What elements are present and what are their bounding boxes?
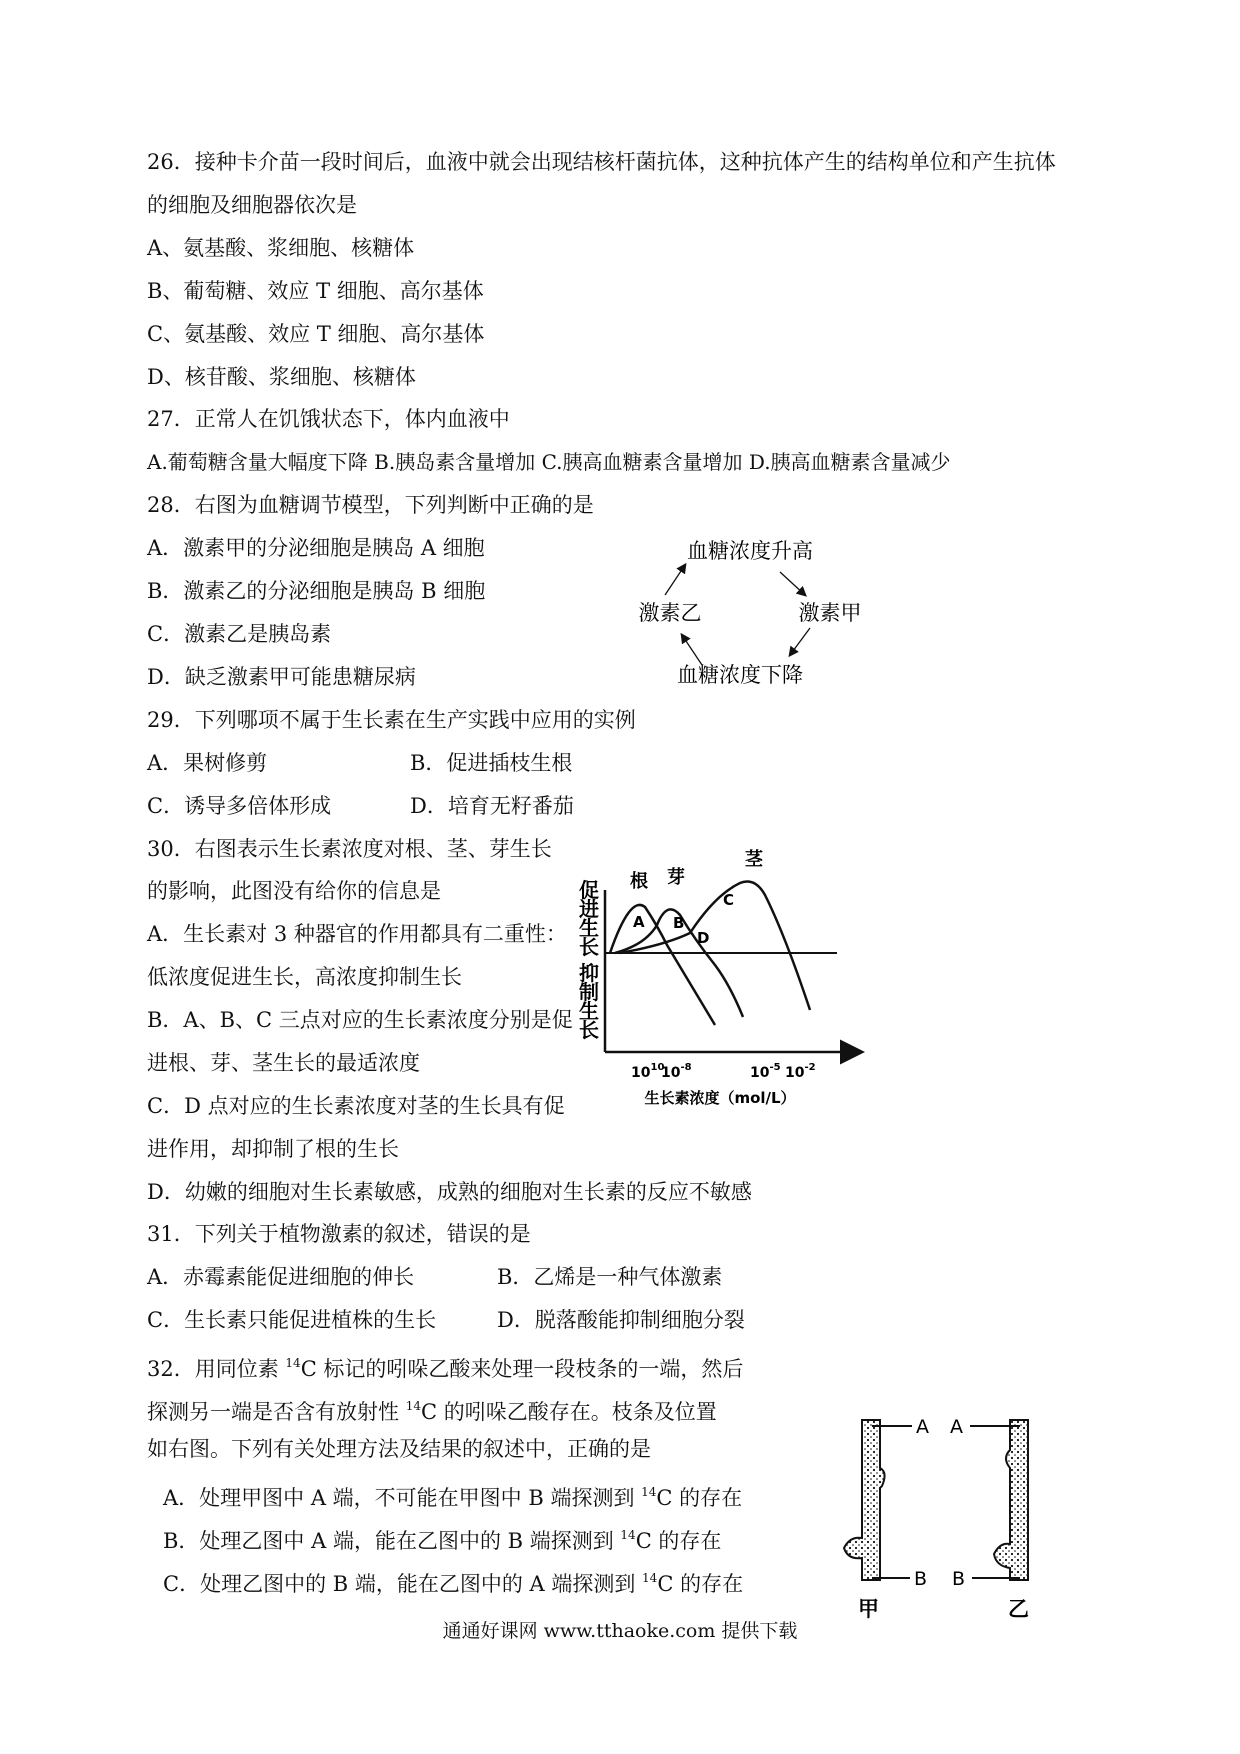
chart-x-label: 生长素浓度（mol/L） [644, 1089, 796, 1107]
q31-option-c: C．生长素只能促进植株的生长 [147, 1308, 437, 1332]
q26-option-c: C、氨基酸、效应 T 细胞、高尔基体 [147, 322, 485, 346]
y-bottom-vertical [579, 961, 599, 1042]
q29-option-a: A．果树修剪 [147, 751, 268, 775]
q30-option-c-line1: C．D 点对应的生长素浓度对茎的生长具有促 [147, 1094, 565, 1118]
arrow-left-to-top [665, 565, 685, 595]
q28-stem: 28．右图为血糖调节模型，下列判断中正确的是 [147, 493, 594, 517]
point-d-label: D [697, 929, 710, 947]
y-top-char: 促 [579, 878, 599, 902]
q32-option-c: C．处理乙图中的 B 端，能在乙图中的 A 端探测到 $^{14}$C 的存在 [163, 1571, 744, 1596]
q26-option-b: B、葡萄糖、效应 T 细胞、高尔基体 [147, 279, 484, 303]
q32-stem-line2: 探测另一端是否含有放射性 $^{14}$C 的吲哚乙酸存在。枝条及位置 [147, 1399, 717, 1424]
y-bottom-char: 生 [579, 999, 599, 1023]
y-top-char: 生 [579, 916, 599, 940]
q32-stem-line1: 32．用同位素 $^{14}$C 标记的吲哚乙酸来处理一段枝条的一端，然后 [147, 1356, 744, 1381]
point-a-label: A [633, 913, 645, 931]
x-tick-4: $10^{-2}$ [785, 1062, 816, 1081]
q26-option-d: D、核苷酸、浆细胞、核糖体 [147, 365, 416, 389]
q30-stem-line1: 30．右图表示生长素浓度对根、茎、芽生长 [147, 837, 552, 861]
jia-b-label: B [914, 1568, 928, 1590]
q30-option-c-line2: 进作用，却抑制了根的生长 [147, 1137, 399, 1161]
x-tick-2: $10^{-8}$ [661, 1062, 692, 1081]
arrow-right-to-bottom [790, 628, 810, 655]
yi-name-label: 乙 [1008, 1597, 1029, 1621]
q32-option-b: B．处理乙图中 A 端，能在乙图中的 B 端探测到 $^{14}$C 的存在 [163, 1528, 722, 1553]
q27-stem: 27．正常人在饥饿状态下，体内血液中 [147, 407, 510, 431]
point-c-label: C [723, 891, 735, 909]
q32-option-a: A．处理甲图中 A 端，不可能在甲图中 B 端探测到 $^{14}$C 的存在 [163, 1485, 743, 1510]
point-b-label: B [673, 914, 685, 932]
q28-option-a: A．激素甲的分泌细胞是胰岛 A 细胞 [147, 536, 485, 560]
diagram-top-label: 血糖浓度升高 [687, 539, 813, 563]
x-tick-1: $10^{10}$ [631, 1062, 665, 1081]
q29-stem: 29．下列哪项不属于生长素在生产实践中应用的实例 [147, 708, 636, 732]
q30-option-d: D．幼嫩的细胞对生长素敏感，成熟的细胞对生长素的反应不敏感 [147, 1180, 752, 1204]
q31-option-b: B．乙烯是一种气体激素 [497, 1265, 723, 1289]
curve-bud-label: 芽 [667, 867, 685, 888]
root-curve [610, 905, 715, 1025]
y-bottom-char: 制 [579, 980, 599, 1004]
q32-stem-line3: 如右图。下列有关处理方法及结果的叙述中，正确的是 [147, 1437, 651, 1461]
y-bottom-char: 长 [579, 1018, 599, 1042]
q29-option-d: D．培育无籽番茄 [410, 794, 574, 818]
y-top-vertical [579, 878, 599, 959]
diagram-bottom-label: 血糖浓度下降 [677, 663, 803, 687]
yi-b-label: B [952, 1568, 966, 1590]
q31-stem: 31．下列关于植物激素的叙述，错误的是 [147, 1222, 531, 1246]
q26-stem-line2: 的细胞及细胞器依次是 [147, 193, 357, 217]
q28-option-d: D．缺乏激素甲可能患糖尿病 [147, 665, 416, 689]
jia-a-label: A [916, 1416, 929, 1438]
arrow-bottom-to-left [682, 635, 702, 665]
q30-stem-line2: 的影响，此图没有给你的信息是 [147, 879, 441, 903]
q31-option-d: D．脱落酸能抑制细胞分裂 [497, 1308, 745, 1332]
q28-option-b: B．激素乙的分泌细胞是胰岛 B 细胞 [147, 579, 486, 603]
q30-option-b-line2: 进根、芽、茎生长的最适浓度 [147, 1051, 420, 1075]
auxin-response-chart [575, 845, 875, 1110]
stem-curve [620, 882, 810, 1011]
diagram-right-label: 激素甲 [798, 601, 862, 625]
q31-option-a: A．赤霉素能促进细胞的伸长 [147, 1265, 415, 1289]
curve-root-label: 根 [630, 871, 648, 892]
page-footer: 通通好课网 www.tthaoke.com 提供下载 [442, 1620, 798, 1642]
x-tick-3: $10^{-5}$ [750, 1062, 781, 1081]
blood-glucose-cycle-diagram [630, 530, 870, 690]
q28-option-c: C．激素乙是胰岛素 [147, 622, 332, 646]
q26-option-a: A、氨基酸、浆细胞、核糖体 [147, 236, 415, 260]
jia-name-label: 甲 [858, 1597, 879, 1621]
y-top-char: 长 [579, 935, 599, 959]
y-top-char: 进 [579, 897, 599, 921]
q30-option-b-line1: B．A、B、C 三点对应的生长素浓度分别是促 [147, 1008, 573, 1032]
diagram-left-label: 激素乙 [638, 601, 702, 625]
q26-stem-line1: 26．接种卡介苗一段时间后，血液中就会出现结核杆菌抗体，这种抗体产生的结构单位和产生抗体 [147, 150, 1056, 174]
branch-yi [994, 1420, 1028, 1580]
branch-jia [844, 1420, 885, 1580]
yi-a-label: A [950, 1416, 963, 1438]
q30-option-a-line1: A．生长素对 3 种器官的作用都具有二重性： [147, 922, 567, 946]
y-bottom-char: 抑 [579, 961, 599, 985]
arrow-top-to-right [780, 572, 805, 595]
q30-option-a-line2: 低浓度促进生长，高浓度抑制生长 [147, 965, 462, 989]
branch-segments-figure [830, 1408, 1050, 1628]
q27-options: A.葡萄糖含量大幅度下降 B.胰岛素含量增加 C.胰高血糖素含量增加 D.胰高血糖素含量减少 [147, 450, 951, 474]
curve-stem-label: 茎 [745, 849, 763, 870]
q29-option-c: C．诱导多倍体形成 [147, 794, 332, 818]
q29-option-b: B．促进插枝生根 [410, 751, 573, 775]
